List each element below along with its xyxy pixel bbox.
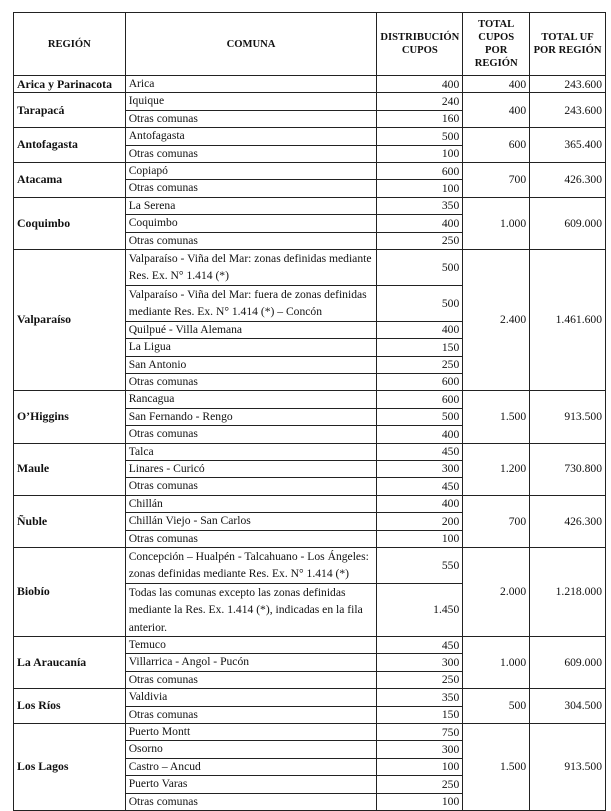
comuna-cupos: 100 [377, 530, 463, 547]
comuna-name: La Serena [125, 197, 377, 214]
comuna-name: Temuco [125, 637, 377, 654]
region-total-uf: 365.400 [530, 128, 606, 163]
region-name: Ñuble [14, 495, 126, 547]
region-name: Tarapacá [14, 93, 126, 128]
region-total-cupos: 1.000 [463, 197, 530, 249]
comuna-cupos: 500 [377, 128, 463, 145]
comuna-cupos: 250 [377, 671, 463, 688]
table-row [14, 689, 606, 706]
comuna-cupos: 400 [377, 321, 463, 338]
comuna-name: Iquique [125, 93, 377, 110]
region-name: Antofagasta [14, 128, 126, 163]
comuna-cupos: 300 [377, 460, 463, 477]
comuna-name: Otras comunas [125, 530, 377, 547]
comuna-name: Otras comunas [125, 478, 377, 495]
region-total-uf: 243.600 [530, 93, 606, 128]
region-total-cupos: 400 [463, 76, 530, 93]
comuna-cupos: 550 [377, 547, 463, 583]
comuna-name: Osorno [125, 741, 377, 758]
comuna-name: Valdivia [125, 689, 377, 706]
header-region: REGIÓN [14, 13, 126, 76]
comuna-cupos: 1.450 [377, 583, 463, 636]
comuna-cupos: 600 [377, 373, 463, 390]
comuna-name: Otras comunas [125, 145, 377, 162]
region-name: Los Ríos [14, 689, 126, 724]
region-total-uf: 426.300 [530, 163, 606, 198]
comuna-name: Todas las comunas excepto las zonas definidas mediante la Res. Ex. 1.414 (*), indicadas en la fila anterior. [125, 583, 377, 636]
region-total-cupos: 2.000 [463, 547, 530, 636]
region-total-uf: 609.000 [530, 197, 606, 249]
comuna-cupos: 450 [377, 478, 463, 495]
comuna-name: Villarrica - Angol - Pucón [125, 654, 377, 671]
comuna-name: Otras comunas [125, 671, 377, 688]
comuna-cupos: 250 [377, 232, 463, 249]
region-name: O’Higgins [14, 391, 126, 443]
comuna-name: Valparaíso - Viña del Mar: zonas definidas mediante Res. Ex. N° 1.414 (*) [125, 250, 377, 286]
comuna-cupos: 400 [377, 495, 463, 512]
comuna-name: Valparaíso - Viña del Mar: fuera de zonas definidas mediante Res. Ex. N° 1.414 (*) – Concón [125, 285, 377, 321]
region-total-cupos: 1.500 [463, 391, 530, 443]
comuna-name: Quilpué - Villa Alemana [125, 321, 377, 338]
header-distribucion-cupos: DISTRIBUCIÓN CUPOS [377, 13, 463, 76]
comuna-cupos: 100 [377, 180, 463, 197]
region-total-uf: 243.600 [530, 76, 606, 93]
comuna-cupos: 300 [377, 654, 463, 671]
table-row [14, 93, 606, 110]
region-total-cupos: 700 [463, 495, 530, 547]
comuna-name: Puerto Montt [125, 724, 377, 741]
table-row [14, 197, 606, 214]
comuna-name: Arica [125, 76, 377, 93]
table-row [14, 128, 606, 145]
comuna-name: Chillán Viejo - San Carlos [125, 513, 377, 530]
table-row [14, 724, 606, 741]
table-row [14, 637, 606, 654]
comuna-name: Castro – Ancud [125, 758, 377, 775]
comuna-name: Talca [125, 443, 377, 460]
region-total-uf: 913.500 [530, 724, 606, 811]
comuna-name: Rancagua [125, 391, 377, 408]
region-name: Biobío [14, 547, 126, 636]
region-name: Coquimbo [14, 197, 126, 249]
region-total-cupos: 1.500 [463, 724, 530, 811]
region-total-uf: 730.800 [530, 443, 606, 495]
comuna-name: Coquimbo [125, 215, 377, 232]
comuna-cupos: 400 [377, 215, 463, 232]
region-total-uf: 1.461.600 [530, 250, 606, 391]
table-row [14, 443, 606, 460]
region-total-cupos: 400 [463, 93, 530, 128]
comuna-cupos: 450 [377, 443, 463, 460]
region-name: Valparaíso [14, 250, 126, 391]
comuna-cupos: 100 [377, 145, 463, 162]
cupos-distribution-table [13, 12, 606, 811]
comuna-cupos: 350 [377, 689, 463, 706]
region-total-uf: 609.000 [530, 637, 606, 689]
comuna-cupos: 100 [377, 758, 463, 775]
region-total-cupos: 600 [463, 128, 530, 163]
table-row [14, 391, 606, 408]
comuna-cupos: 150 [377, 339, 463, 356]
comuna-name: Concepción – Hualpén - Talcahuano - Los Ángeles: zonas definidas mediante Res. Ex. N° 1.414 (*) [125, 547, 377, 583]
region-name: Atacama [14, 163, 126, 198]
region-name: Los Lagos [14, 724, 126, 811]
comuna-cupos: 250 [377, 356, 463, 373]
comuna-cupos: 250 [377, 776, 463, 793]
table-row [14, 547, 606, 583]
table-row [14, 76, 606, 93]
region-total-uf: 913.500 [530, 391, 606, 443]
comuna-name: Copiapó [125, 163, 377, 180]
region-total-uf: 304.500 [530, 689, 606, 724]
comuna-name: Antofagasta [125, 128, 377, 145]
region-total-uf: 426.300 [530, 495, 606, 547]
comuna-name: Otras comunas [125, 793, 377, 810]
region-total-cupos: 700 [463, 163, 530, 198]
comuna-cupos: 350 [377, 197, 463, 214]
comuna-cupos: 150 [377, 706, 463, 723]
table-row [14, 495, 606, 512]
comuna-cupos: 600 [377, 391, 463, 408]
comuna-name: San Antonio [125, 356, 377, 373]
comuna-cupos: 200 [377, 513, 463, 530]
region-total-cupos: 1.200 [463, 443, 530, 495]
region-name: Maule [14, 443, 126, 495]
comuna-cupos: 300 [377, 741, 463, 758]
comuna-cupos: 400 [377, 426, 463, 443]
comuna-cupos: 500 [377, 285, 463, 321]
comuna-cupos: 500 [377, 408, 463, 425]
region-total-cupos: 1.000 [463, 637, 530, 689]
comuna-name: Puerto Varas [125, 776, 377, 793]
comuna-name: La Ligua [125, 339, 377, 356]
table-row [14, 163, 606, 180]
comuna-name: San Fernando - Rengo [125, 408, 377, 425]
comuna-name: Otras comunas [125, 426, 377, 443]
region-name: Arica y Parinacota [14, 76, 126, 93]
comuna-cupos: 160 [377, 110, 463, 127]
comuna-name: Linares - Curicó [125, 460, 377, 477]
comuna-name: Otras comunas [125, 706, 377, 723]
region-name: La Araucanía [14, 637, 126, 689]
comuna-name: Otras comunas [125, 373, 377, 390]
header-total-uf: TOTAL UF POR REGIÓN [530, 13, 606, 76]
comuna-cupos: 450 [377, 637, 463, 654]
region-total-cupos: 2.400 [463, 250, 530, 391]
header-row [14, 13, 606, 76]
region-total-cupos: 500 [463, 689, 530, 724]
region-total-uf: 1.218.000 [530, 547, 606, 636]
comuna-name: Otras comunas [125, 110, 377, 127]
comuna-name: Chillán [125, 495, 377, 512]
comuna-name: Otras comunas [125, 180, 377, 197]
comuna-cupos: 600 [377, 163, 463, 180]
header-comuna: COMUNA [125, 13, 377, 76]
comuna-cupos: 400 [377, 76, 463, 93]
header-total-cupos: TOTAL CUPOS POR REGIÓN [463, 13, 530, 76]
comuna-cupos: 500 [377, 250, 463, 286]
comuna-cupos: 100 [377, 793, 463, 810]
comuna-cupos: 240 [377, 93, 463, 110]
table-row [14, 250, 606, 286]
comuna-name: Otras comunas [125, 232, 377, 249]
comuna-cupos: 750 [377, 724, 463, 741]
